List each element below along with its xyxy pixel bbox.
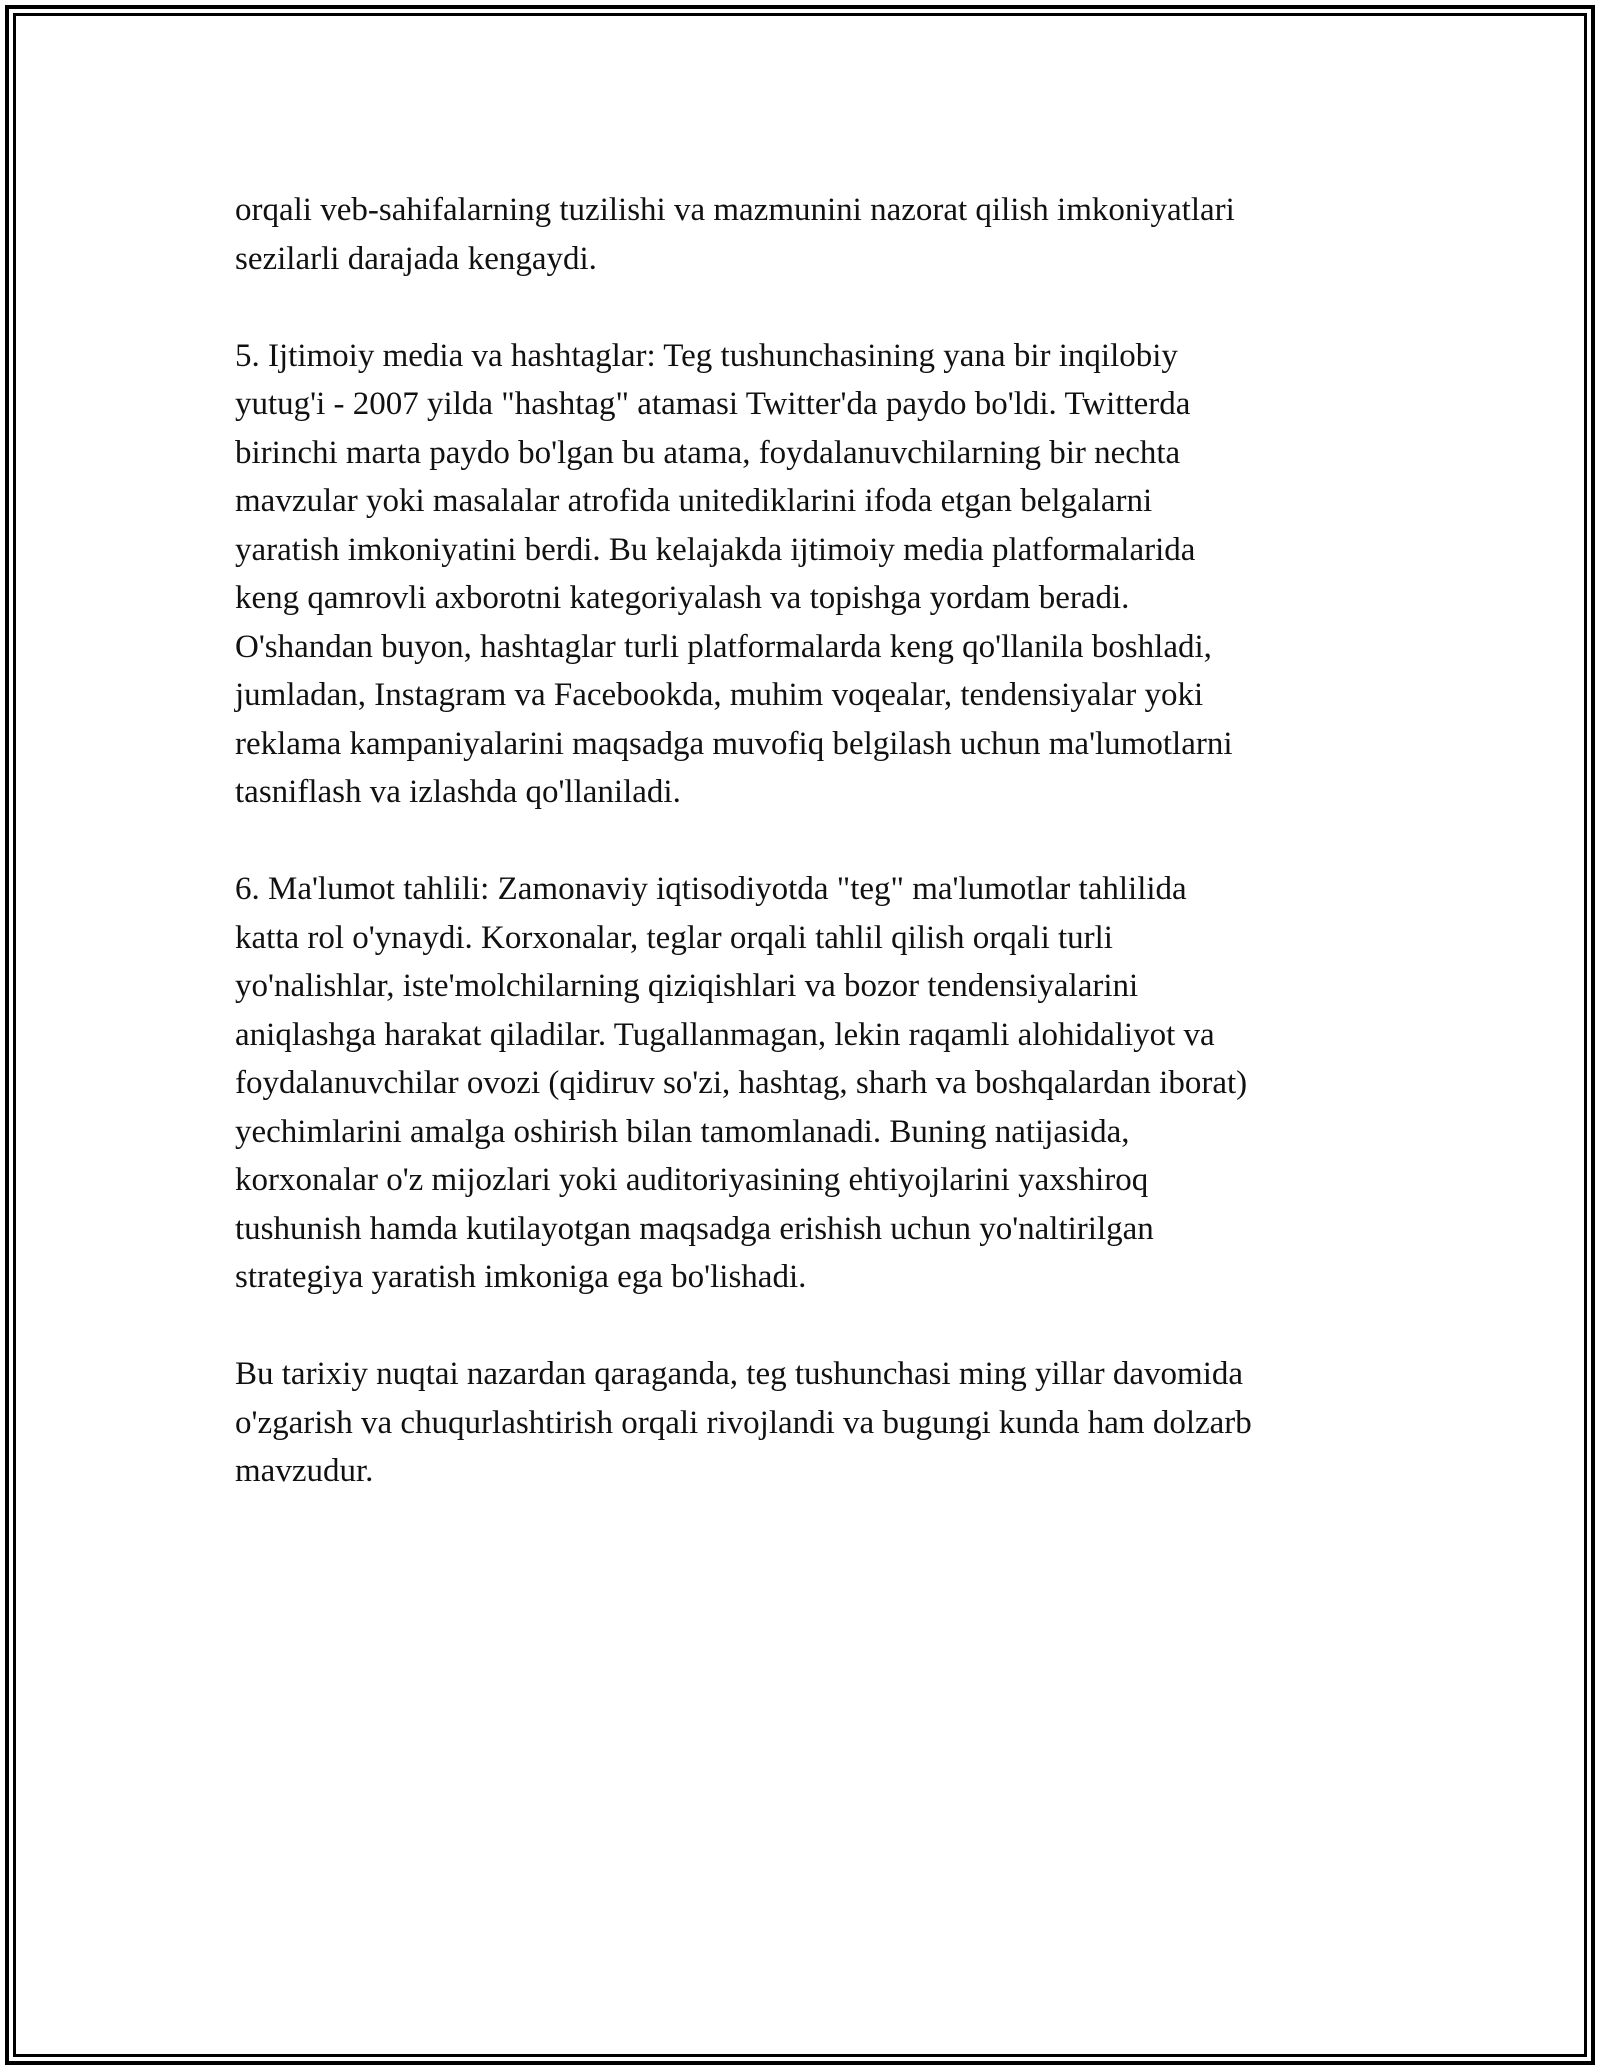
paragraph-social-media-hashtags: 5. Ijtimoiy media va hashtaglar: Teg tushunchasining yana bir inqilobiy yutug'i - 2007 yilda "hashtag" atamasi Twitter'da paydo bo'ldi. Twitterda birinchi marta paydo bo'lgan bu atama, foydalanuvchilarning bir nechta mavzular yoki masalalar atrofida unitediklarini ifoda etgan belgalarni yaratish imkoniyatini berdi. Bu kelajakda ijtimoiy media platformalarida keng qamrovli axborotni kategoriyalash va topishga yordam beradi. O'shandan buyon, hashtaglar turli platformalarda keng qo'llanila boshladi, jumladan, Instagram va Facebookda, muhim voqealar, tendensiyalar yoki reklama kampaniyalarini maqsadga muvofiq belgilash uchun ma'lumotlarni tasniflash va izlashda qo'llaniladi. [235,337,1233,810]
paragraph-data-analysis: 6. Ma'lumot tahlili: Zamonaviy iqtisodiyotda "teg" ma'lumotlar tahlilida katta rol o'ynaydi. Korxonalar, teglar orqali tahlil qilish orqali turli yo'nalishlar, iste'molchilarning qiziqishlari va bozor tendensiyalarini aniqlashga harakat qiladilar. Tugallanmagan, lekin raqamli alohidaliyot va foydalanuvchilar ovozi (qidiruv so'zi, hashtag, sharh va boshqalardan iborat) yechimlarini amalga oshirish bilan tamomlanadi. Buning natijasida, korxonalar o'z mijozlari yoki auditoriyasining ehtiyojlarini yaxshiroq tushunish hamda kutilayotgan maqsadga erishish uchun yo'naltirilgan strategiya yaratish imkoniga ega bo'lishadi. [235,871,1248,1295]
document-body [235,186,1385,1496]
paragraph-conclusion: Bu tarixiy nuqtai nazardan qaraganda, teg tushunchasi ming yillar davomida o'zgarish va chuqurlashtirish orqali rivojlandi va bugungi kunda ham dolzarb mavzudur. [235,1356,1252,1489]
paragraph-continuation: orqali veb-sahifalarning tuzilishi va mazmunini nazorat qilish imkoniyatlari sezilarli darajada kengaydi. [235,192,1235,277]
